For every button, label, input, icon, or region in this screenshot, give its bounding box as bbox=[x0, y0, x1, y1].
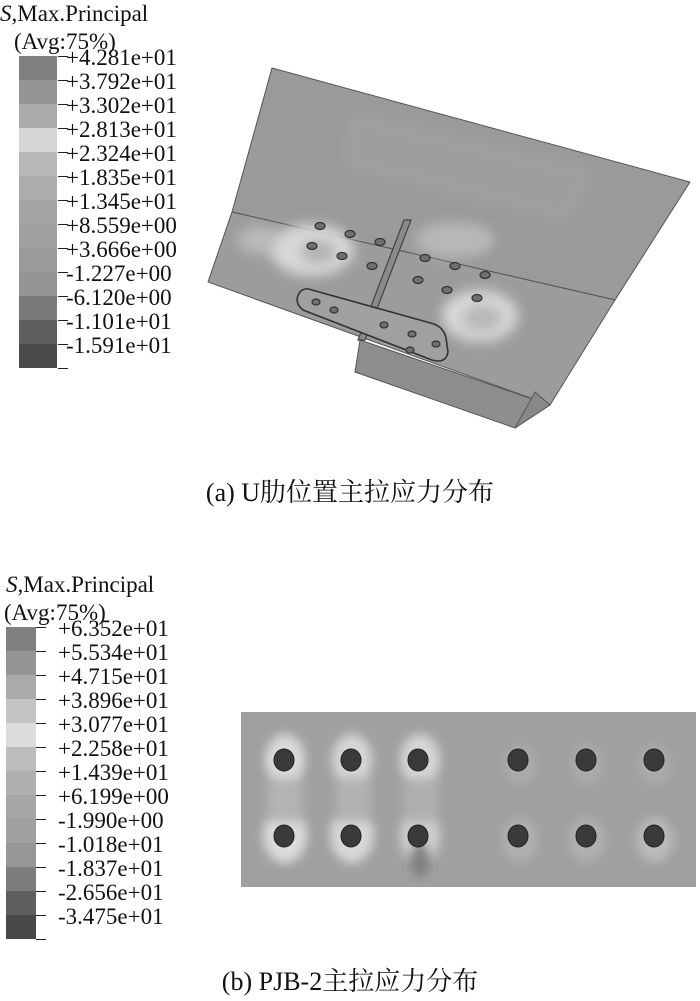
legend-a-scale bbox=[0, 45, 177, 370]
legend-b-title-text: ,Max.Principal bbox=[17, 572, 155, 597]
hotspot-right-core bbox=[462, 304, 502, 332]
legend-value: +4.281e+01 bbox=[66, 45, 177, 70]
legend-b-title bbox=[6, 571, 154, 599]
legend-swatch bbox=[6, 747, 36, 771]
legend-value: +1.835e+01 bbox=[66, 165, 177, 190]
legend-value: +6.352e+01 bbox=[58, 616, 169, 641]
legend-swatch bbox=[6, 651, 36, 675]
legend-tick bbox=[36, 939, 46, 940]
pjb2-contour-plot bbox=[241, 712, 696, 887]
legend-swatch bbox=[19, 152, 57, 176]
legend-value: +1.439e+01 bbox=[58, 760, 169, 785]
legend-value: +2.324e+01 bbox=[66, 141, 177, 166]
legend-value: +3.666e+00 bbox=[66, 237, 177, 262]
legend-value: +8.559e+00 bbox=[66, 213, 177, 238]
legend-value: -1.591e+01 bbox=[66, 333, 172, 358]
legend-value: +3.077e+01 bbox=[58, 712, 169, 737]
legend-swatch bbox=[19, 272, 57, 296]
legend-value: -1.018e+01 bbox=[58, 832, 164, 857]
legend-value: +2.813e+01 bbox=[66, 117, 177, 142]
legend-swatch bbox=[6, 867, 36, 891]
legend-a-title-text: ,Max.Principal bbox=[11, 1, 149, 26]
pjb2-plate bbox=[241, 712, 696, 887]
legend-swatch bbox=[19, 224, 57, 248]
legend-swatch bbox=[19, 344, 57, 368]
legend-value: +3.896e+01 bbox=[58, 688, 169, 713]
legend-swatch bbox=[19, 176, 57, 200]
legend-swatch bbox=[19, 248, 57, 272]
legend-b bbox=[0, 571, 169, 941]
legend-tick bbox=[36, 867, 46, 868]
legend-swatch bbox=[6, 771, 36, 795]
legend-tick bbox=[36, 795, 46, 796]
legend-value: -1.101e+01 bbox=[66, 309, 172, 334]
legend-swatch bbox=[19, 320, 57, 344]
hotspot-left-edge bbox=[238, 226, 282, 254]
legend-tick bbox=[36, 699, 46, 700]
legend-swatch bbox=[6, 795, 36, 819]
legend-tick bbox=[36, 819, 46, 820]
legend-value: +2.258e+01 bbox=[58, 736, 169, 761]
legend-value: -6.120e+00 bbox=[66, 285, 172, 310]
legend-tick bbox=[36, 891, 46, 892]
legend-swatch bbox=[6, 675, 36, 699]
legend-tick bbox=[36, 915, 46, 916]
legend-swatch bbox=[19, 80, 57, 104]
legend-b-scale bbox=[0, 616, 169, 941]
legend-swatch bbox=[6, 627, 36, 651]
legend-value: +3.792e+01 bbox=[66, 69, 177, 94]
legend-value: -1.837e+01 bbox=[58, 856, 164, 881]
legend-swatch bbox=[19, 56, 57, 80]
caption-b: (b) PJB-2主拉应力分布 bbox=[221, 967, 479, 996]
legend-value: -1.227e+00 bbox=[66, 261, 172, 286]
legend-swatch bbox=[19, 128, 57, 152]
legend-value: +1.345e+01 bbox=[66, 189, 177, 214]
legend-value: -3.475e+01 bbox=[58, 904, 164, 929]
legend-value: +5.534e+01 bbox=[58, 640, 169, 665]
legend-tick bbox=[36, 723, 46, 724]
hotspot-top-right bbox=[415, 222, 495, 258]
legend-a-subtitle: (Avg:75%) bbox=[14, 29, 116, 54]
legend-swatch bbox=[6, 723, 36, 747]
legend-swatch bbox=[19, 200, 57, 224]
legend-value: -2.656e+01 bbox=[58, 880, 164, 905]
legend-a-title-symbol: S bbox=[0, 1, 12, 26]
legend-b-title-symbol: S bbox=[6, 572, 18, 597]
legend-tick bbox=[36, 843, 46, 844]
legend-swatch bbox=[6, 915, 36, 939]
legend-tick bbox=[36, 675, 46, 676]
legend-swatch bbox=[6, 819, 36, 843]
legend-swatch bbox=[6, 843, 36, 867]
legend-swatch bbox=[6, 699, 36, 723]
legend-value: +6.199e+00 bbox=[58, 784, 169, 809]
legend-swatch bbox=[19, 296, 57, 320]
legend-tick bbox=[36, 651, 46, 652]
legend-a-title bbox=[0, 0, 148, 28]
legend-tick bbox=[36, 747, 46, 748]
legend-tick bbox=[36, 771, 46, 772]
legend-swatch bbox=[6, 891, 36, 915]
legend-value: +3.302e+01 bbox=[66, 93, 177, 118]
legend-tick bbox=[36, 627, 46, 628]
u-rib-contour-plot bbox=[200, 50, 700, 440]
legend-value: -1.990e+00 bbox=[58, 808, 164, 833]
caption-a: (a) U肋位置主拉应力分布 bbox=[205, 478, 495, 507]
legend-b-subtitle: (Avg:75%) bbox=[4, 600, 106, 625]
legend-tick bbox=[58, 368, 68, 369]
legend-value: +4.715e+01 bbox=[58, 664, 169, 689]
legend-a bbox=[0, 0, 177, 370]
hotspot-left-core bbox=[300, 240, 336, 264]
legend-swatch bbox=[19, 104, 57, 128]
